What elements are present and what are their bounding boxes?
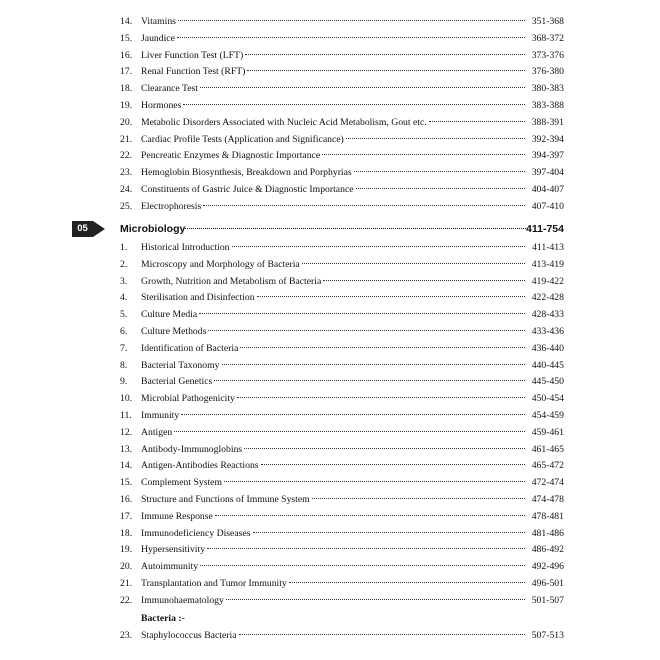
toc-entry (0, 492, 660, 508)
entry-title-line (141, 442, 527, 458)
dot-leader (200, 564, 525, 566)
entry-title: Sterilisation and Disinfection (141, 292, 255, 304)
entry-title: Renal Function Test (RFT) (141, 66, 246, 78)
entry-title: Immunodeficiency Diseases (141, 527, 251, 539)
entry-title-line (141, 628, 527, 644)
toc-entry (0, 148, 660, 164)
entry-title: Immune Response (141, 510, 213, 522)
entry-number: 2. (120, 258, 128, 270)
entry-page-range: 478-481 (531, 510, 564, 522)
toc-entry (0, 559, 660, 575)
toc-entry (0, 257, 660, 273)
entry-title: Cardiac Profile Tests (Application and Significance) (141, 133, 344, 145)
entry-title-line (141, 509, 527, 525)
entry-number: 19. (120, 544, 133, 556)
dot-leader (181, 413, 525, 415)
entry-title-line (141, 408, 527, 424)
entry-title-line (141, 81, 527, 97)
entry-number: 23. (120, 167, 133, 179)
entry-page-range: 422-428 (531, 292, 564, 304)
dot-leader (312, 497, 525, 499)
entry-title-line (141, 391, 527, 407)
dot-leader (214, 379, 525, 381)
entry-title: Hemoglobin Biosynthesis, Breakdown and Porphyrias (141, 167, 352, 179)
dot-leader (183, 103, 525, 105)
dot-leader (226, 598, 525, 600)
toc-entry (0, 14, 660, 30)
section-header-microbiology (0, 221, 660, 237)
dot-leader (247, 69, 525, 71)
entry-number: 8. (120, 359, 128, 371)
entry-number: 14. (120, 16, 133, 27)
dot-leader (429, 120, 525, 122)
dot-leader (232, 245, 525, 247)
entry-title-line (141, 274, 527, 290)
entry-number: 15. (120, 32, 133, 44)
entry-title-line (141, 257, 527, 273)
entry-page-range: 373-376 (531, 49, 564, 61)
entry-number: 22. (120, 594, 133, 606)
entry-page-range: 436-440 (531, 342, 564, 354)
toc-entry (0, 324, 660, 340)
entry-title-line (141, 165, 527, 181)
dot-leader (224, 480, 525, 482)
entry-number: 3. (120, 275, 128, 287)
arrow-right-icon (93, 221, 105, 237)
entry-title-line (141, 341, 527, 357)
entry-title-line (141, 64, 527, 80)
entry-number: 18. (120, 83, 133, 95)
entry-page-range: 383-388 (531, 100, 564, 111)
toc-entry (0, 240, 660, 256)
entry-title: Microscopy and Morphology of Bacteria (141, 258, 300, 270)
entry-title-line (141, 48, 527, 64)
entry-number: 9. (120, 376, 128, 388)
entry-title: Culture Methods (141, 326, 207, 337)
toc-entry (0, 628, 660, 644)
entry-title: Antigen (141, 426, 173, 438)
toc-entry (0, 81, 660, 97)
entry-number: 20. (120, 116, 133, 128)
entry-title-line (141, 290, 527, 306)
toc-entry (0, 576, 660, 592)
entry-page-range: 507-513 (531, 630, 564, 641)
dot-leader (207, 547, 525, 549)
entry-page-range: 397-404 (531, 167, 564, 179)
entry-title-line (141, 458, 527, 474)
toc-entry (0, 425, 660, 441)
entry-page-range: 388-391 (531, 116, 564, 128)
entry-title-line (141, 576, 527, 592)
entry-title: Hormones (141, 100, 182, 111)
dot-leader (240, 346, 525, 348)
toc-entry (0, 274, 660, 290)
entry-title-line (141, 182, 527, 198)
toc-entry (0, 526, 660, 542)
entry-number: 19. (120, 100, 133, 111)
entry-title: Clearance Test (141, 83, 198, 95)
entry-number: 20. (120, 561, 133, 573)
entry-title-line (141, 132, 527, 148)
entry-page-range: 472-474 (531, 477, 564, 489)
toc-entry (0, 98, 660, 114)
toc-entry (0, 509, 660, 525)
entry-page-range: 368-372 (531, 32, 564, 44)
entry-title: Hypersensitivity (141, 544, 206, 556)
entry-number: 11. (120, 410, 132, 421)
entry-title: Jaundice (141, 32, 175, 44)
entry-page-range: 501-507 (531, 594, 564, 606)
entry-title-line (141, 31, 527, 47)
section-title: Microbiology (120, 223, 186, 235)
dot-leader (257, 295, 525, 297)
entry-title: Immunohaematology (141, 594, 224, 606)
dot-leader (289, 581, 525, 583)
entry-page-range: 492-496 (531, 561, 564, 573)
entry-number: 7. (120, 342, 128, 354)
entry-title: Structure and Functions of Immune System (141, 494, 310, 505)
entry-title-line (141, 559, 527, 575)
dot-leader (177, 36, 525, 38)
section-page-range: 411-754 (526, 223, 564, 235)
entry-title-line (141, 240, 527, 256)
toc-entry (0, 290, 660, 306)
dot-leader (185, 227, 526, 229)
entry-page-range: 450-454 (531, 393, 564, 405)
entry-title-line (141, 324, 527, 340)
entry-number: 15. (120, 477, 133, 489)
entry-title-line (141, 374, 527, 390)
entry-page-range: 351-368 (531, 16, 564, 27)
dot-leader (239, 633, 526, 635)
dot-leader (237, 396, 525, 398)
entry-page-range: 496-501 (531, 578, 564, 589)
entry-page-range: 404-407 (531, 184, 564, 195)
entry-page-range: 419-422 (531, 275, 564, 287)
entry-page-range: 454-459 (531, 410, 564, 421)
entry-title: Metabolic Disorders Associated with Nucleic Acid Metabolism, Gout etc. (141, 116, 427, 128)
entry-title-line (141, 475, 527, 491)
dot-leader (253, 531, 526, 533)
entry-number: 16. (120, 49, 133, 61)
entry-title-line (141, 14, 527, 30)
toc-entry (0, 593, 660, 609)
entry-title: Microbial Pathogenicity (141, 393, 235, 405)
entry-title-line (141, 526, 527, 542)
entry-page-range: 486-492 (531, 544, 564, 556)
entry-number: 24. (120, 184, 133, 195)
entry-number: 12. (120, 426, 133, 438)
entry-number: 17. (120, 510, 133, 522)
entry-title-line (141, 98, 527, 114)
entry-title: Pencreatic Enzymes & Diagnostic Importance (141, 150, 321, 162)
toc-entry (0, 199, 660, 215)
entry-title-line (141, 358, 527, 374)
entry-number: 10. (120, 393, 133, 405)
toc-entry (0, 165, 660, 181)
entry-number: 21. (120, 578, 133, 589)
entry-title-line (141, 199, 527, 215)
toc-entry (0, 542, 660, 558)
dot-leader (245, 53, 525, 55)
entry-page-range: 428-433 (531, 309, 564, 321)
dot-leader (178, 19, 525, 21)
toc-entry (0, 132, 660, 148)
entry-title: Bacterial Genetics (141, 376, 213, 388)
entry-title: Vitamins (141, 16, 176, 27)
entry-page-range: 465-472 (531, 460, 564, 472)
entry-number: 17. (120, 66, 133, 78)
entry-title: Complement System (141, 477, 222, 489)
entry-title: Growth, Nutrition and Metabolism of Bacteria (141, 275, 322, 287)
dot-leader (222, 363, 525, 365)
entry-title: Historical Introduction (141, 242, 230, 253)
entry-title: Transplantation and Tumor Immunity (141, 578, 287, 589)
entry-number: 13. (120, 443, 133, 455)
section-number-badge: 05 (72, 221, 93, 237)
entry-number: 21. (120, 133, 133, 145)
dot-leader (174, 430, 525, 432)
entry-title-line (141, 593, 527, 609)
entry-number: 22. (120, 150, 133, 162)
entry-number: 18. (120, 527, 133, 539)
dot-leader (199, 312, 525, 314)
entry-title-line (141, 425, 527, 441)
dot-leader (323, 279, 525, 281)
entry-page-range: 459-461 (531, 426, 564, 438)
entry-page-range: 392-394 (531, 133, 564, 145)
toc-entry (0, 358, 660, 374)
dot-leader (356, 187, 525, 189)
entry-number: 5. (120, 309, 128, 321)
entry-page-range: 380-383 (531, 83, 564, 95)
entry-page-range: 440-445 (531, 359, 564, 371)
entry-title-line (141, 148, 527, 164)
dot-leader (322, 153, 525, 155)
entry-title-line (141, 542, 527, 558)
entry-page-range: 474-478 (531, 494, 564, 505)
entry-title: Bacterial Taxonomy (141, 359, 220, 371)
entry-page-range: 481-486 (531, 527, 564, 539)
toc-entry (0, 48, 660, 64)
toc-entry (0, 442, 660, 458)
toc-entry (0, 458, 660, 474)
entry-title: Culture Media (141, 309, 198, 321)
entry-page-range: 376-380 (531, 66, 564, 78)
entry-title-line (141, 492, 527, 508)
section-title-line (120, 221, 564, 237)
entry-page-range: 413-419 (531, 258, 564, 270)
entry-title: Staphylococcus Bacteria (141, 630, 237, 641)
dot-leader (200, 86, 525, 88)
entry-title: Identification of Bacteria (141, 342, 239, 354)
dot-leader (244, 447, 525, 449)
dot-leader (203, 204, 525, 206)
entry-number: 6. (120, 326, 128, 337)
toc-entry (0, 182, 660, 198)
entry-page-range: 461-465 (531, 443, 564, 455)
dot-leader (261, 463, 525, 465)
entry-page-range: 411-413 (532, 242, 564, 253)
entry-title: Autoimmunity (141, 561, 199, 573)
toc-entry (0, 341, 660, 357)
entry-title: Liver Function Test (LFT) (141, 49, 244, 61)
entry-page-range: 445-450 (531, 376, 564, 388)
dot-leader (346, 137, 525, 139)
entry-title: Electrophoresis (141, 200, 202, 212)
entry-page-range: 407-410 (531, 200, 564, 212)
entry-title-line (141, 115, 527, 131)
entry-title: Immunity (141, 410, 180, 421)
toc-entry (0, 31, 660, 47)
bacteria-subheading: Bacteria :- (141, 613, 185, 624)
entry-page-range: 394-397 (531, 150, 564, 162)
entry-number: 23. (120, 630, 133, 641)
entry-title: Antibody-Immunoglobins (141, 443, 243, 455)
entry-title: Antigen-Antibodies Reactions (141, 460, 259, 472)
entry-page-range: 433-436 (531, 326, 564, 337)
toc-entry (0, 115, 660, 131)
toc-entry (0, 391, 660, 407)
entry-number: 14. (120, 460, 133, 472)
dot-leader (302, 262, 525, 264)
entry-number: 4. (120, 292, 128, 304)
dot-leader (208, 329, 525, 331)
entry-title: Constituents of Gastric Juice & Diagnostic Importance (141, 184, 354, 195)
entry-title-line (141, 307, 527, 323)
dot-leader (215, 514, 525, 516)
toc-entry (0, 475, 660, 491)
entry-number: 16. (120, 494, 133, 505)
toc-entry (0, 374, 660, 390)
entry-number: 25. (120, 200, 133, 212)
toc-entry (0, 307, 660, 323)
toc-entry (0, 408, 660, 424)
toc-entry (0, 64, 660, 80)
dot-leader (354, 170, 525, 172)
entry-number: 1. (120, 242, 128, 253)
